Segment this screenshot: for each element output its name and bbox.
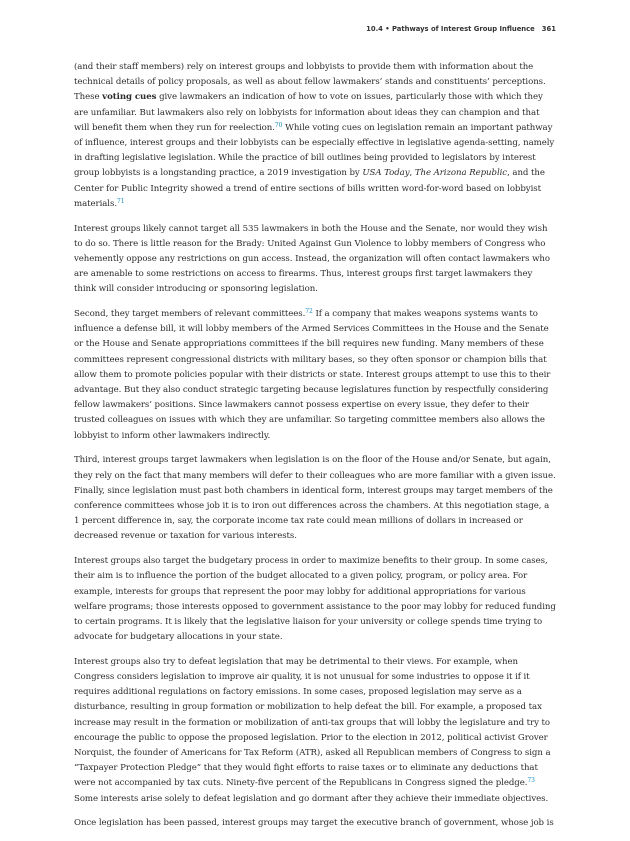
publication-title: USA Today [362, 168, 410, 179]
running-header [366, 25, 556, 33]
paragraph-defeat-legislation [74, 655, 556, 807]
header-section-title: 10.4 • Pathways of Interest Group Influence [366, 25, 535, 33]
footnote-reference[interactable]: 72 [305, 308, 313, 316]
paragraph-executive-branch [74, 816, 556, 831]
text-run: Some interests arise solely to defeat legislation and go dormant after they achieve their immediate objectives. [74, 793, 549, 804]
text-run: , and the Center for Public Integrity showed a trend of entire sections of bills written word-for-word based on lobbyist materials. [74, 168, 545, 209]
footnote-reference[interactable]: 73 [527, 777, 535, 785]
text-run: , [409, 168, 415, 179]
paragraph-floor-and-conference [74, 453, 556, 544]
paragraph-budgetary-process [74, 554, 556, 645]
text-run: Once legislation has been passed, interest groups may target the executive branch of government, whose job is [74, 818, 554, 829]
text-run: Interest groups likely cannot target all 535 lawmakers in both the House and the Senate, nor would they wish to do so. There is little reason for the Brady: United Against Gun Violence to lobby members of Congress who vehemently oppose any restrictions on gun access. Instead, the organization will often contact lawmakers who are amenable to some restrictions on access to firearms. Thus, interest groups first target lawmakers they think will consider introducing or sponsoring legislation. [74, 223, 550, 295]
paragraph-voting-cues [74, 60, 556, 212]
publication-title: The Arizona Republic [414, 168, 508, 179]
footnote-reference[interactable]: 70 [274, 121, 283, 129]
text-run: give lawmakers an indication of how to vote on issues, particularly those with which they are unfamiliar. But lawmakers also rely on lobbyists for information about ideas they can champion and that will benefit them when they run for reelection. [74, 92, 543, 133]
text-run: Interest groups also target the budgetary process in order to maximize benefits to their group. In some cases, their aim is to influence the portion of the budget allocated to a given policy, program, or policy area. For example, interests for groups that represent the poor may lobby for additional appropriations for various welfare programs; those interests opposed to government assistance to the poor may lobby for reduced funding to certain programs. It is likely that the legislative liaison for your university or college spends time trying to advocate for budgetary allocations in your state. [74, 556, 556, 643]
page-number: 361 [541, 25, 556, 33]
page-body [74, 60, 556, 841]
paragraph-targeting-lawmakers [74, 222, 556, 298]
text-run: While voting cues on legislation remain an important pathway of influence, interest groups and their lobbyists can be especially effective in legislative agenda-setting, namely in drafting legislative legislation. While the practice of bill outlines being provided to legislators by interest group lobbyists is a longstanding practice, a 2019 investigation by [74, 122, 555, 179]
text-run: If a company that makes weapons systems wants to influence a defense bill, it will lobby members of the Armed Services Committees in the House and the Senate or the House and Senate appropriations committees if the bill requires new funding. Many members of these committees represent congressional districts with military bases, so they often sponsor or champion bills that allow them to promote policies popular with their districts or state. Interest groups attempt to use this to their advantage. But they also conduct strategic targeting because legislatures function by respectfully considering fellow lawmakers’ positions. Since lawmakers cannot possess expertise on every issue, they defer to their trusted colleagues on issues with which they are unfamiliar. So targeting committee members also allows the lobbyist to inform other lawmakers indirectly. [74, 309, 551, 441]
footnote-reference[interactable]: 71 [116, 197, 125, 205]
text-run: Interest groups also try to defeat legislation that may be detrimental to their views. For example, when Congress considers legislation to improve air quality, it is not unusual for some industries to oppose it if it requires additional regulations on factory emissions. In some cases, proposed legislation may serve as a disturbance, resulting in group formation or mobilization to help defeat the bill. For example, a proposed tax increase may result in the formation or mobilization of anti-tax groups that will lobby the legislature and try to encourage the public to oppose the proposed legislation. Prior to the election in 2012, political activist Grover Norquist, the founder of Americans for Tax Reform (ATR), asked all Republican members of Congress to sign a “Taxpayer Protection Pledge” that they would fight efforts to raise taxes or to eliminate any deductions that were not accompanied by tax cuts. Ninety-five percent of the Republicans in Congress signed the pledge. [74, 656, 551, 789]
paragraph-committees [74, 307, 556, 444]
text-run: (and their staff members) rely on interest groups and lobbyists to provide them with information about the technical details of policy proposals, as well as about fellow lawmakers’ stands and constituents’ perceptions. These [74, 62, 546, 103]
text-run: Third, interest groups target lawmakers when legislation is on the floor of the House and/or Senate, but again, they rely on the fact that many members will defer to their colleagues who are more familiar with a given issue. Finally, since legislation must past both chambers in identical form, interest groups may target members of the conference committees whose job it is to iron out differences across the chambers. At this negotiation stage, a 1 percent difference in, say, the corporate income tax rate could mean millions of dollars in increased or decreased revenue or taxation for various interests. [74, 455, 556, 542]
text-run: Second, they target members of relevant committees. [74, 309, 306, 320]
key-term: voting cues [102, 92, 157, 103]
